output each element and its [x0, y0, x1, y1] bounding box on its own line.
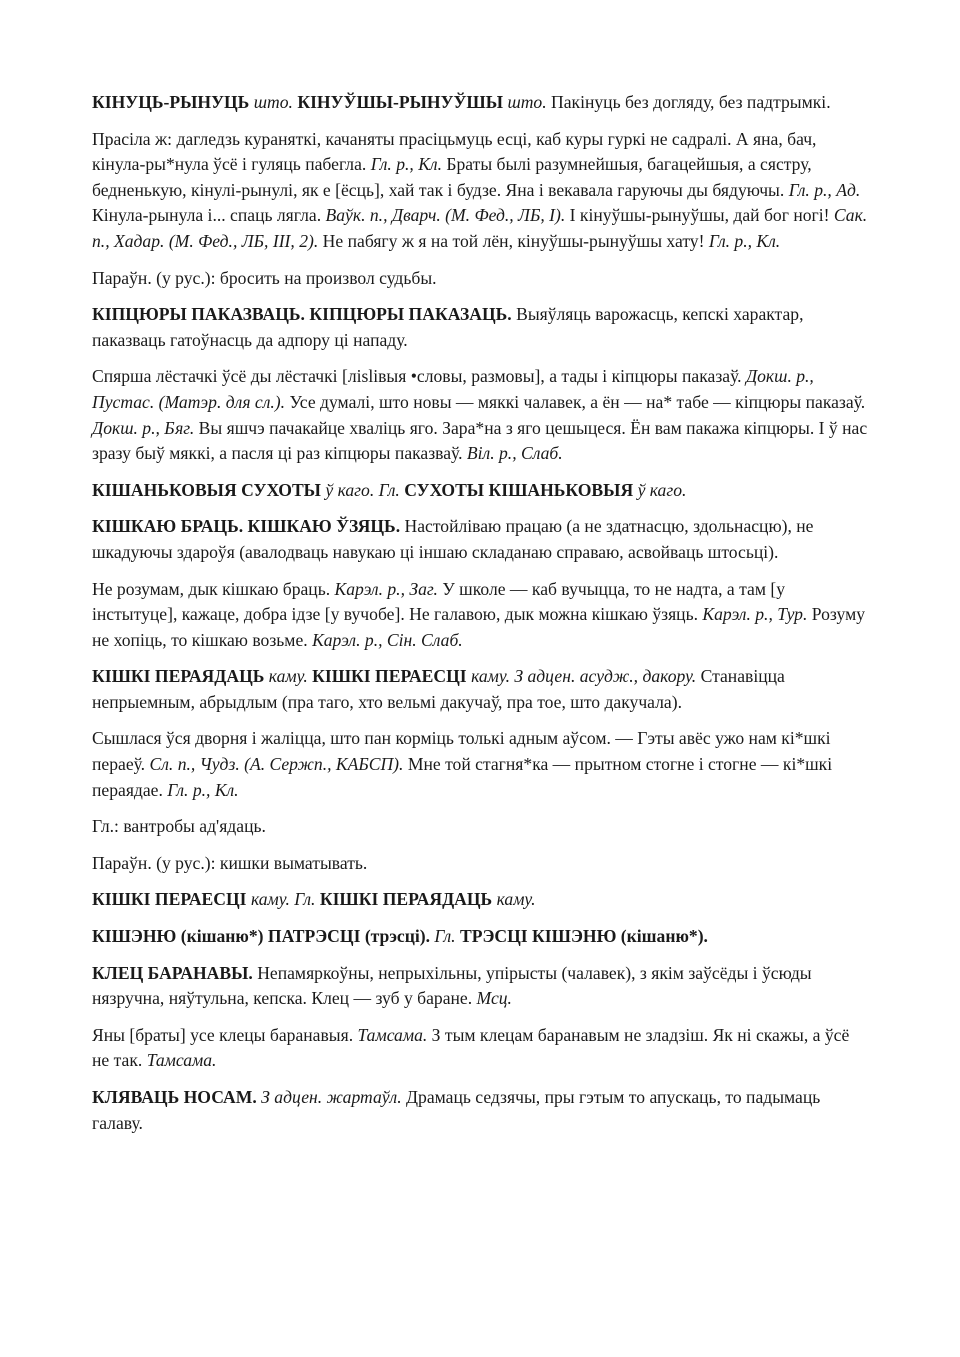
entry-paragraph [92, 851, 868, 877]
entry-paragraph [92, 664, 868, 715]
entry-paragraph [92, 1023, 868, 1074]
entry-text: Мне той стагня*ка — прытном стогне і стогне — кі*шкі пераядае. [92, 754, 833, 800]
entry-paragraph [92, 924, 868, 950]
entry-headword: КІШЭНЮ (кішаню*) ПАТРЭСЦІ (трэсці). [92, 926, 431, 947]
entry-note: ў каго. Гл. [325, 479, 400, 500]
entry-paragraph [92, 302, 868, 353]
entry-note: каму. [268, 666, 308, 687]
entry-note: Ваўк. п., Дварч. (М. Фед., ЛБ, І). [325, 205, 566, 226]
entry-paragraph [92, 90, 868, 116]
entry-text: Станавіцца непрыемным, абрыдлым (пра таго, хто вельмі дакучаў, пра тое, што дакучала). [92, 666, 785, 712]
entry-text: Усе думалі, што новы — мяккі чалавек, а ён — на* табе — кіпцюры паказаў. [285, 391, 866, 412]
entry-note: Сл. п., Чудз. (А. Сержп., КАБСП). [149, 754, 404, 775]
page-content [92, 90, 868, 1136]
entry-note: З адцен. жартаўл. [261, 1087, 402, 1107]
entry-text: Непамяркоўны, непрыхільны, упірысты (чалавек), з якім заўсёды і ўсюды нязручна, няўтульна, кепска. Клец — зуб у баране. [92, 962, 812, 1009]
entry-paragraph [92, 814, 868, 840]
entry-note: што. [253, 92, 293, 112]
entry-headword: КІШКІ ПЕРАЯДАЦЬ [92, 666, 265, 687]
entry-text: Настойліваю працаю (а не здатнасцю, здольнасцю), не шкадуючы здароўя (авалодваць навукаю ці іншаю складанаю справаю, асвойваць штосьці). [92, 516, 814, 562]
entry-text: Параўн. (у рус.): бросить на произвол судьбы. [92, 267, 437, 288]
entry-note: Карэл. р., Заг. [334, 578, 438, 599]
entry-text: І кінуўшы-рынуўшы, дай бог ногі! [565, 205, 834, 226]
entry-headword: КЛЕЦ БАРАНАВЫ. [92, 962, 253, 983]
entry-headword: СУХОТЫ КІШАНЬКОВЫЯ [404, 479, 634, 500]
entry-text: Вы яшчэ пачакайце хваліць яго. Зара*на з яго цешыцеся. Ён вам пакажа кіпцюры. І ў нас зразу быў мяккі, а пасля ці раз кіпцюры паказваў. [92, 417, 868, 464]
entry-paragraph [92, 887, 868, 913]
entry-text: Прасіла ж: дагледзь кураняткі, качаняты прасіцьмуць есці, каб куры гуркі не садралі. А яна, бач, кінула-ры*нула ўсё і гуляць пабегла. [92, 128, 817, 175]
entry-text: Яны [браты] усе клецы баранавыя. [92, 1024, 358, 1045]
entry-text: У школе — каб вучыцца, то не надта, а там [у інстытуце], кажаце, добра ідзе [у вучобе]. Не галавою, дык можна кішкаю ўзяць. [92, 578, 786, 625]
entry-text: Параўн. (у рус.): кишки выматывать. [92, 852, 368, 873]
entry-note: Тамсама. [357, 1024, 428, 1045]
entry-text: Выяўляць варожасць, кепскі характар, паказваць гатоўнасць да адпору ці нападу. [92, 304, 804, 350]
entry-paragraph [92, 514, 868, 565]
entry-note: Мсц. [476, 988, 512, 1009]
entry-text: Пакінуць без догляду, без падтрымкі. [546, 92, 831, 112]
entry-note: Тамсама. [146, 1050, 217, 1071]
entry-note: Сак. п., Хадар. (М. Фед., ЛБ, ІІІ, 2). [92, 205, 868, 251]
entry-note: Докш. р., Бяг. [92, 417, 195, 438]
entry-headword: КІШКАЮ БРАЦЬ. КІШКАЮ ЎЗЯЦЬ. [92, 516, 401, 537]
entry-headword: КЛЯВАЦЬ НОСАМ. [92, 1087, 257, 1107]
entry-paragraph [92, 726, 868, 803]
entry-headword: КІНУЎШЫ-РЫНУЎШЫ [297, 92, 504, 112]
entry-text: Гл.: вантробы ад'ядаць. [92, 816, 266, 837]
entry-headword: КІШКІ ПЕРАЕСЦІ [92, 889, 247, 910]
entry-note: што. [507, 92, 547, 112]
entry-note: ў каго. [637, 479, 687, 500]
entry-note: Гл. р., Кл. [370, 154, 442, 175]
entry-note: Гл. р., Ад. [788, 179, 861, 200]
entry-paragraph [92, 364, 868, 466]
entry-headword: КІШКІ ПЕРАЕСЦІ [312, 666, 467, 687]
entry-note: каму. [496, 889, 536, 910]
entry-headword: ТРЭСЦІ КІШЭНЮ (кішаню*). [459, 926, 708, 947]
entry-note: Докш. р., Пустас. (Матэр. для сл.). [92, 366, 814, 412]
entry-text: Не розумам, дык кішкаю браць. [92, 578, 335, 599]
entry-text: Кінула-рынула і... спаць лягла. [92, 205, 326, 226]
entry-note: Гл. р., Кл. [708, 230, 781, 251]
entry-paragraph [92, 577, 868, 654]
entry-note: каму. З адцен. асудж., дакору. [471, 666, 697, 687]
entry-paragraph [92, 1085, 868, 1136]
entry-note: Гл. [434, 926, 456, 947]
entry-paragraph [92, 266, 868, 292]
entry-paragraph [92, 961, 868, 1012]
entry-text: Сышлася ўся дворня і жаліцца, што пан корміць толькі адным аўсом. — Гэты авёс ужо нам кі*шкі пераеў. [92, 728, 831, 775]
entry-text: Не пабягу ж я на той лён, кінуўшы-рынуўшы хату! [318, 230, 709, 251]
entry-note: Карэл. р., Тур. [702, 604, 808, 625]
entry-text: Розуму не хопіць, то кішкаю возьме. [92, 604, 866, 650]
entry-paragraph [92, 127, 868, 255]
entry-note: Карэл. р., Сін. Слаб. [312, 629, 463, 650]
entry-note: Гл. р., Кл. [167, 779, 239, 800]
entry-paragraph [92, 478, 868, 504]
entry-headword: КІНУЦЬ-РЫНУЦЬ [92, 92, 250, 112]
entry-text: Спярша лёстачкі ўсё ды лёстачкі [лislівыя •словы, размовы], а тады і кіпцюры паказаў. [92, 366, 746, 387]
entry-text: Драмаць седзячы, пры гэтым то апускаць, то падымаць галаву. [92, 1087, 821, 1133]
entry-note: каму. Гл. [250, 889, 316, 910]
entry-text: Браты былі разумнейшыя, багацейшыя, а сястру, бедненькую, кінулі-рынулі, як е [ёсць], хай так і будзе. Яна і векавала гаруючы ды бядуючы. [92, 154, 812, 200]
entry-headword: КІШАНЬКОВЫЯ СУХОТЫ [92, 479, 321, 500]
entry-headword: КІШКІ ПЕРАЯДАЦЬ [319, 889, 493, 910]
entry-note: Віл. р., Слаб. [466, 443, 563, 464]
entry-text: З тым клецам баранавым не зладзіш. Як ні скажы, а ўсё не так. [92, 1024, 850, 1071]
entry-headword: КІПЦЮРЫ ПАКАЗВАЦЬ. КІПЦЮРЫ ПАКАЗАЦЬ. [92, 304, 512, 325]
